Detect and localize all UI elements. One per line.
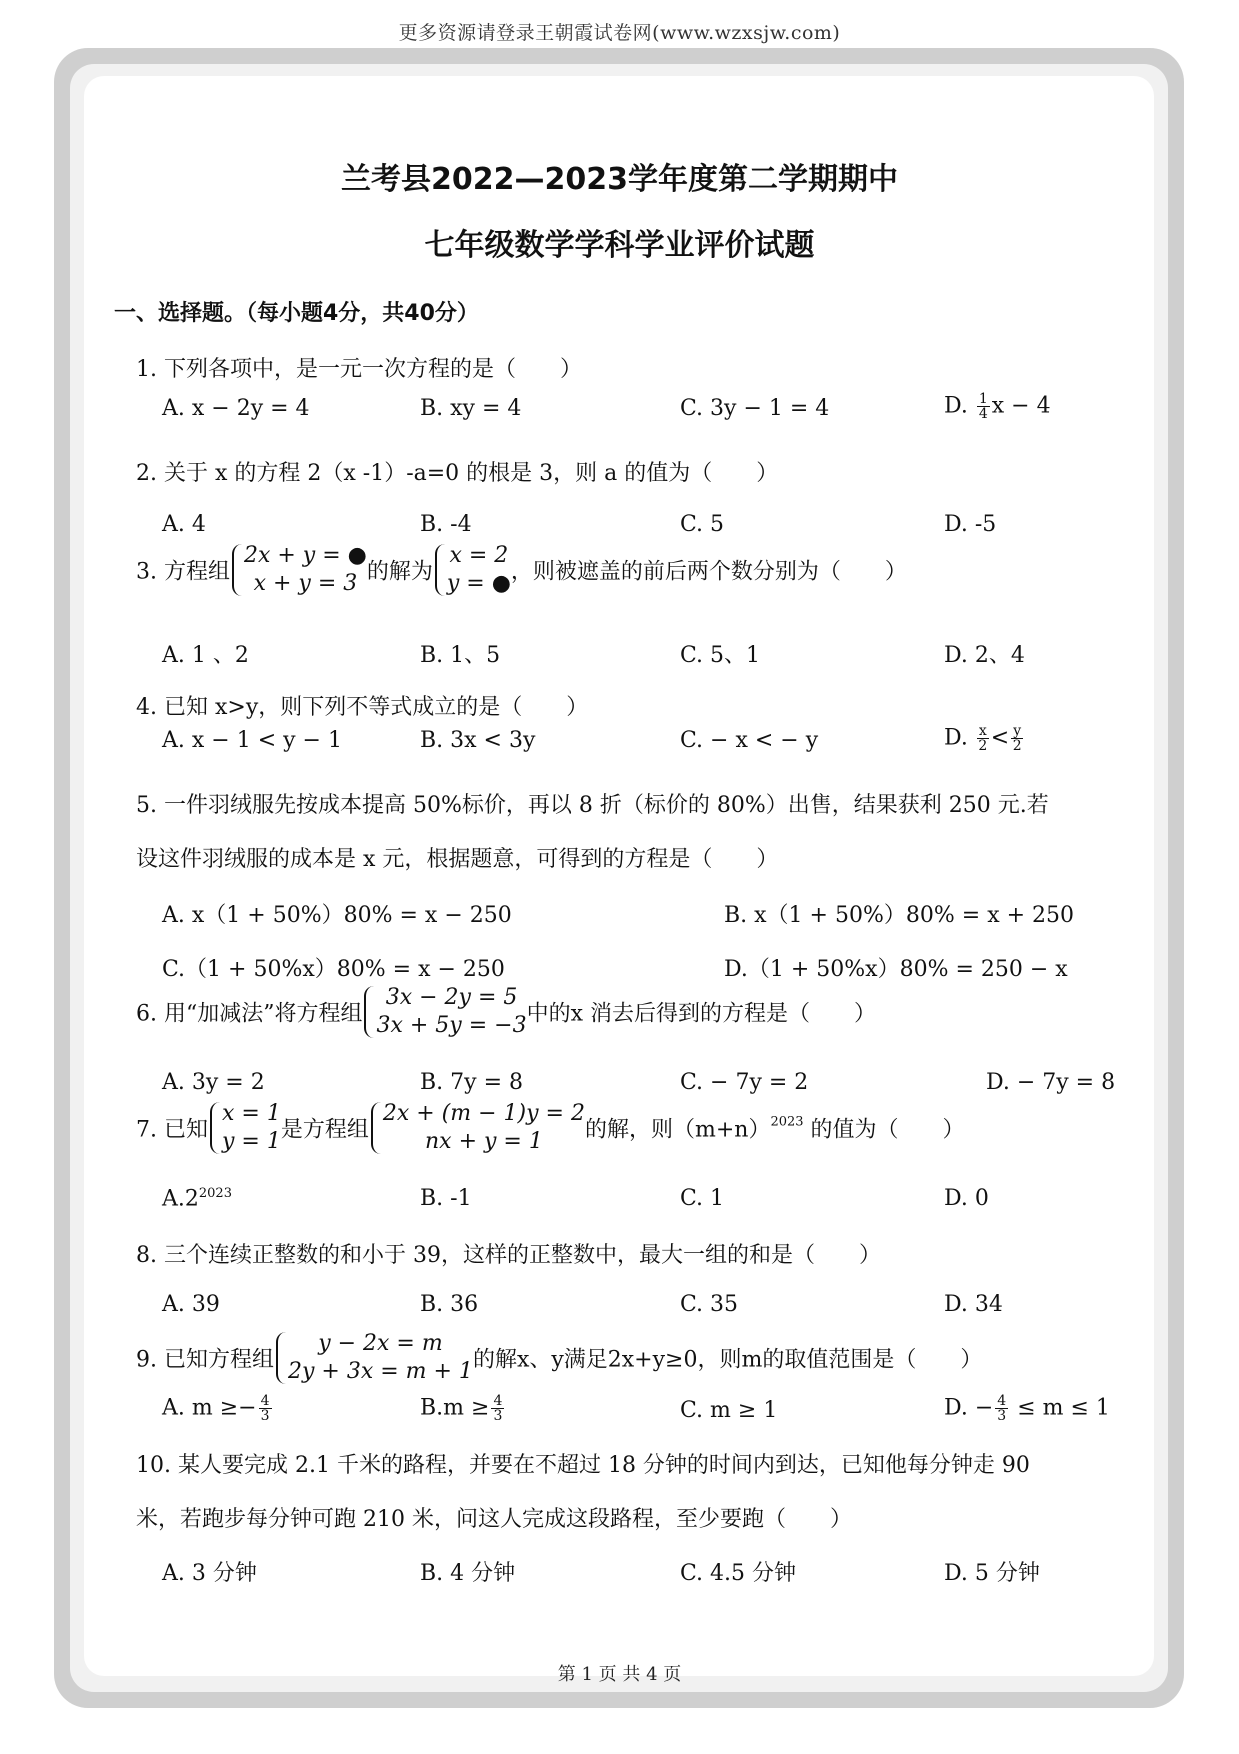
q9-option-a: A. m ≥− $\frac{4}{3}$ [162,1393,270,1424]
q2-option-b: B. -4 [420,512,472,537]
q9-option-d: D. − $\frac{4}{3}$ ≤ m ≤ 1 [944,1393,1110,1424]
q10-option-a: A. 3 分钟 [162,1561,257,1586]
question-5-line-2: 设这件羽绒服的成本是 x 元，根据题意，可得到的方程是（ ） [136,847,779,872]
question-10: 10. 某人要完成 2.1 千米的路程，并要在不超过 18 分钟的时间内到达，已知他每分钟走 90 [136,1453,1030,1478]
q3-option-d: D. 2、4 [944,643,1025,668]
q3-option-b: B. 1、5 [420,643,501,668]
question-9: 9. 已知方程组 y − 2x = m 2y + 3x = m + 1 的解x、y满足2x+y≥0，则m的取值范围是（ ） [136,1331,983,1384]
q1-option-d: D. $\frac{1}{4}$ x − 4 [944,391,1051,422]
q6-option-b: B. 7y = 8 [420,1070,523,1095]
q7-option-d: D. 0 [944,1186,989,1211]
q6-option-a: A. 3y = 2 [162,1070,265,1095]
q5-option-d: D.（1 + 50%x）80% = 250 − x [724,957,1068,982]
source-note: 更多资源请登录王朝霞试卷网(www.wzxsjw.com) [398,22,841,44]
q5-option-b: B. x（1 + 50%）80% = x + 250 [724,903,1075,928]
q7-option-a: $A.2^{2023}$ [162,1186,232,1212]
q8-option-d: D. 34 [944,1292,1003,1317]
q9-option-b: B.m ≥ $\frac{4}{3}$ [420,1393,503,1424]
q9-option-c: C. m ≥ 1 [680,1398,778,1423]
question-2: 2. 关于 x 的方程 2（x -1）-a=0 的根是 3，则 a 的值为（ ） [136,461,779,486]
q8-option-b: B. 36 [420,1292,479,1317]
q3-option-c: C. 5、1 [680,643,761,668]
q4-option-c: C. − x < − y [680,728,819,753]
q2-option-a: A. 4 [162,512,206,537]
question-5: 5. 一件羽绒服先按成本提高 50%标价，再以 8 折（标价的 80%）出售，结果获利 250 元.若 [136,793,1049,818]
q5-option-a: A. x（1 + 50%）80% = x − 250 [162,903,512,928]
page-number: 第 1 页 共 4 页 [557,1664,682,1685]
q4-option-d: D. $\frac{x}{2}$ < $\frac{y}{2}$ [944,723,1022,754]
section-heading: 一、选择题。（每小题4分，共40分） [114,301,479,326]
q1-option-b: B. xy = 4 [420,396,522,421]
q10-option-d: D. 5 分钟 [944,1561,1040,1586]
title-line-2: 七年级数学学科学业评价试题 [424,228,815,263]
q3-option-a: A. 1 、2 [162,643,249,668]
q2-option-d: D. -5 [944,512,997,537]
question-8: 8. 三个连续正整数的和小于 39，这样的正整数中，最大一组的和是（ ） [136,1243,881,1268]
q5-option-c: C.（1 + 50%x）80% = x − 250 [162,957,505,982]
q4-option-a: A. x − 1 < y − 1 [162,728,342,753]
title-line-1: 兰考县2022—2023学年度第二学期期中 [341,162,898,197]
q7-option-c: C. 1 [680,1186,725,1211]
q6-option-d: D. − 7y = 8 [986,1070,1116,1095]
question-6: 6. 用“加减法”将方程组 3x − 2y = 5 3x + 5y = −3 中的x 消去后得到的方程是（ ） [136,985,876,1038]
question-7: 7. 已知 x = 1 y = 1 是方程组 2x + (m − 1)y = 2 nx + y = 1 的解，则$(m+n)^{2023}$ 的值为（ ） [136,1101,965,1154]
q4-option-b: B. 3x < 3y [420,728,536,753]
q10-option-b: B. 4 分钟 [420,1561,516,1586]
q8-option-a: A. 39 [162,1292,220,1317]
q7-option-b: B. -1 [420,1186,472,1211]
question-1: 1. 下列各项中，是一元一次方程的是（ ） [136,357,582,382]
q1-option-a: A. x − 2y = 4 [162,396,310,421]
q2-option-c: C. 5 [680,512,725,537]
question-10-line-2: 米，若跑步每分钟可跑 210 米，问这人完成这段路程，至少要跑（ ） [136,1507,852,1532]
q1-option-c: C. 3y − 1 = 4 [680,396,830,421]
q8-option-c: C. 35 [680,1292,739,1317]
q6-option-c: C. − 7y = 2 [680,1070,809,1095]
question-3: 3. 方程组 2x + y = ● x + y = 3 的解为 x = 2 y = ● ，则被遮盖的前后两个数分别为（ ） [136,543,907,596]
question-4: 4. 已知 x>y，则下列不等式成立的是（ ） [136,695,589,720]
q10-option-c: C. 4.5 分钟 [680,1561,797,1586]
